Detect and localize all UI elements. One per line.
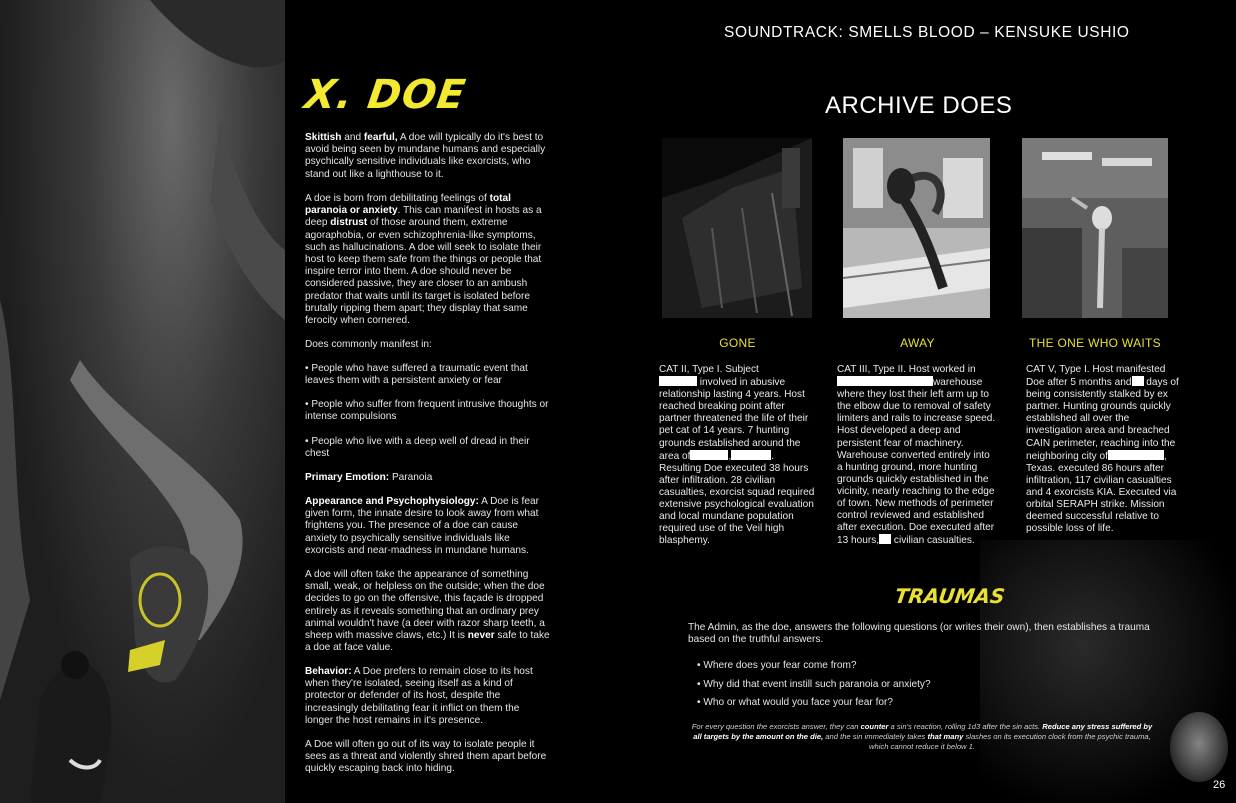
- photo-gone: [662, 138, 812, 318]
- manifest-heading: Does commonly manifest in:: [305, 339, 432, 350]
- redaction: [731, 450, 771, 460]
- traumas-intro: The Admin, as the doe, answers the following questions (or writes their own), then establishes a trauma based on the truthful answers.: [688, 622, 1150, 646]
- case-title-away: AWAY: [900, 336, 935, 350]
- doe-title: X. DOE: [301, 72, 469, 118]
- trauma-question-3: • Who or what would you face your fear for?: [697, 697, 893, 708]
- intro-paragraph: Skittish and fearful, A doe will typically do it's best to avoid being seen by mundane humans and especially psychically sensitive individuals like exorcists, who stand out like a lighthouse to it.: [305, 132, 546, 180]
- photo-away: [843, 138, 990, 318]
- manifest-bullet-2: • People who suffer from frequent intrusive thoughts or intense compulsions: [305, 399, 549, 423]
- page-number: 26: [1213, 779, 1226, 791]
- soundtrack-header: SOUNDTRACK: SMELLS BLOOD – KENSUKE USHIO: [724, 24, 1130, 41]
- isolation-paragraph: A Doe will often go out of its way to isolate people it sees as a threat and violently shred them apart before quickly escaping back into hiding.: [305, 739, 547, 775]
- traumas-title: TRAUMAS: [893, 584, 1007, 608]
- case-body-away: CAT III, Type II. Host worked in warehouse where they lost their left arm up to the elbow due to removal of safety limiters and rails to increase speed. Host developed a deep and persistent fear of machinery. Warehouse converted entirely into a hunting ground, more hunting grounds quickly established in the vicinity, nearly reaching to the edge of town. New methods of perimeter control reviewed and established after execution. Doe executed after 13 hours, civilian casualties.: [837, 364, 996, 547]
- redaction: [690, 450, 728, 460]
- trauma-question-2: • Why did that event instill such paranoia or anxiety?: [697, 679, 931, 690]
- manifest-bullet-1: • People who have suffered a traumatic event that leaves them with a persistent anxiety or fear: [305, 363, 528, 387]
- archive-title: ARCHIVE DOES: [825, 92, 1013, 119]
- primary-emotion: Primary Emotion: Paranoia: [305, 472, 433, 483]
- behavior-paragraph: Behavior: A Doe prefers to remain close to its host when they're isolated, seeing itself as a kind of protector or defender of its host, despite the increasingly debilitating fear it inflict on them the longer the host remains in it's presence.: [305, 666, 533, 726]
- doe-artwork: [0, 0, 285, 803]
- manifest-bullet-3: • People who live with a deep well of dread in their chest: [305, 436, 530, 460]
- appearance-paragraph: Appearance and Psychophysiology: A Doe is fear given form, the innate desire to look away from what frightens you. The presence of a doe can cause anxiety to psychically sensitive individuals like exorcists and near-madness in mundane humans.: [305, 496, 539, 556]
- case-body-gone: CAT II, Type I. Subject involved in abusive relationship lasting 4 years. Host reached breaking point after partner threatened the life of their pet cat of 14 years. 7 hunting grounds established around the area of , . Resulting Doe executed 38 hours after infiltration. 28 civilian casualties, exorcist squad required extensive psychological evaluation and local mundane population required use of the Veil high blasphemy.: [659, 364, 815, 547]
- traumas-footnote: For every question the exorcists answer, they can counter a sin's reaction, rolling 1d3 after the sin acts. Reduce any stress suffered by all targets by the amount on the die, and the sin immediately takes that many slashes on its execution clock from the psychic trauma, which cannot reduce it below 1.: [691, 722, 1153, 751]
- redaction: [879, 534, 891, 544]
- trauma-question-1: • Where does your fear come from?: [697, 660, 857, 671]
- case-title-gone: GONE: [719, 336, 756, 350]
- redaction: [1132, 376, 1144, 386]
- appearance-paragraph-2: A doe will often take the appearance of something small, weak, or helpless on the outside; when the doe decides to go on the offensive, this façade is dropped entirely as it reveals something that an ordinary prey animal wouldn't have (a deer with razor sharp teeth, a sheep with massive claws, etc.) It is never safe to take a doe at face value.: [305, 569, 550, 654]
- doe-illustration: [0, 0, 285, 803]
- case-title-the-one-who-waits: THE ONE WHO WAITS: [1029, 336, 1161, 350]
- brain-scan-image: [1170, 712, 1228, 782]
- redaction: [837, 376, 933, 386]
- origin-paragraph: A doe is born from debilitating feelings of total paranoia or anxiety. This can manifest in hosts as a deep distrust of those around them, extreme agoraphobia, or even schizophrenia-like symptoms, such as hallucinations. A doe will seek to isolate their host to keep them safe from the things or people that inspire terror into them. A doe should never be considered passive, they are closer to an ambush predator that waits until its target is isolated before brutally ripping them apart; they display that same ferocity when cornered.: [305, 193, 542, 327]
- photo-the-one-who-waits: [1022, 138, 1168, 318]
- redaction: [659, 376, 697, 386]
- redaction: [1108, 450, 1164, 460]
- case-body-the-one-who-waits: CAT V, Type I. Host manifested Doe after 5 months and days of being consistently stalked by ex partner. Hunting grounds quickly established all over the investigation area and breached CAIN perimeter, reaching into the neighboring city of , Texas. executed 86 hours after infiltration, 117 civilian casualties and 4 exorcists KIA. Executed via orbital SERAPH strike. Mission deemed successful relative to possible loss of life.: [1026, 364, 1179, 535]
